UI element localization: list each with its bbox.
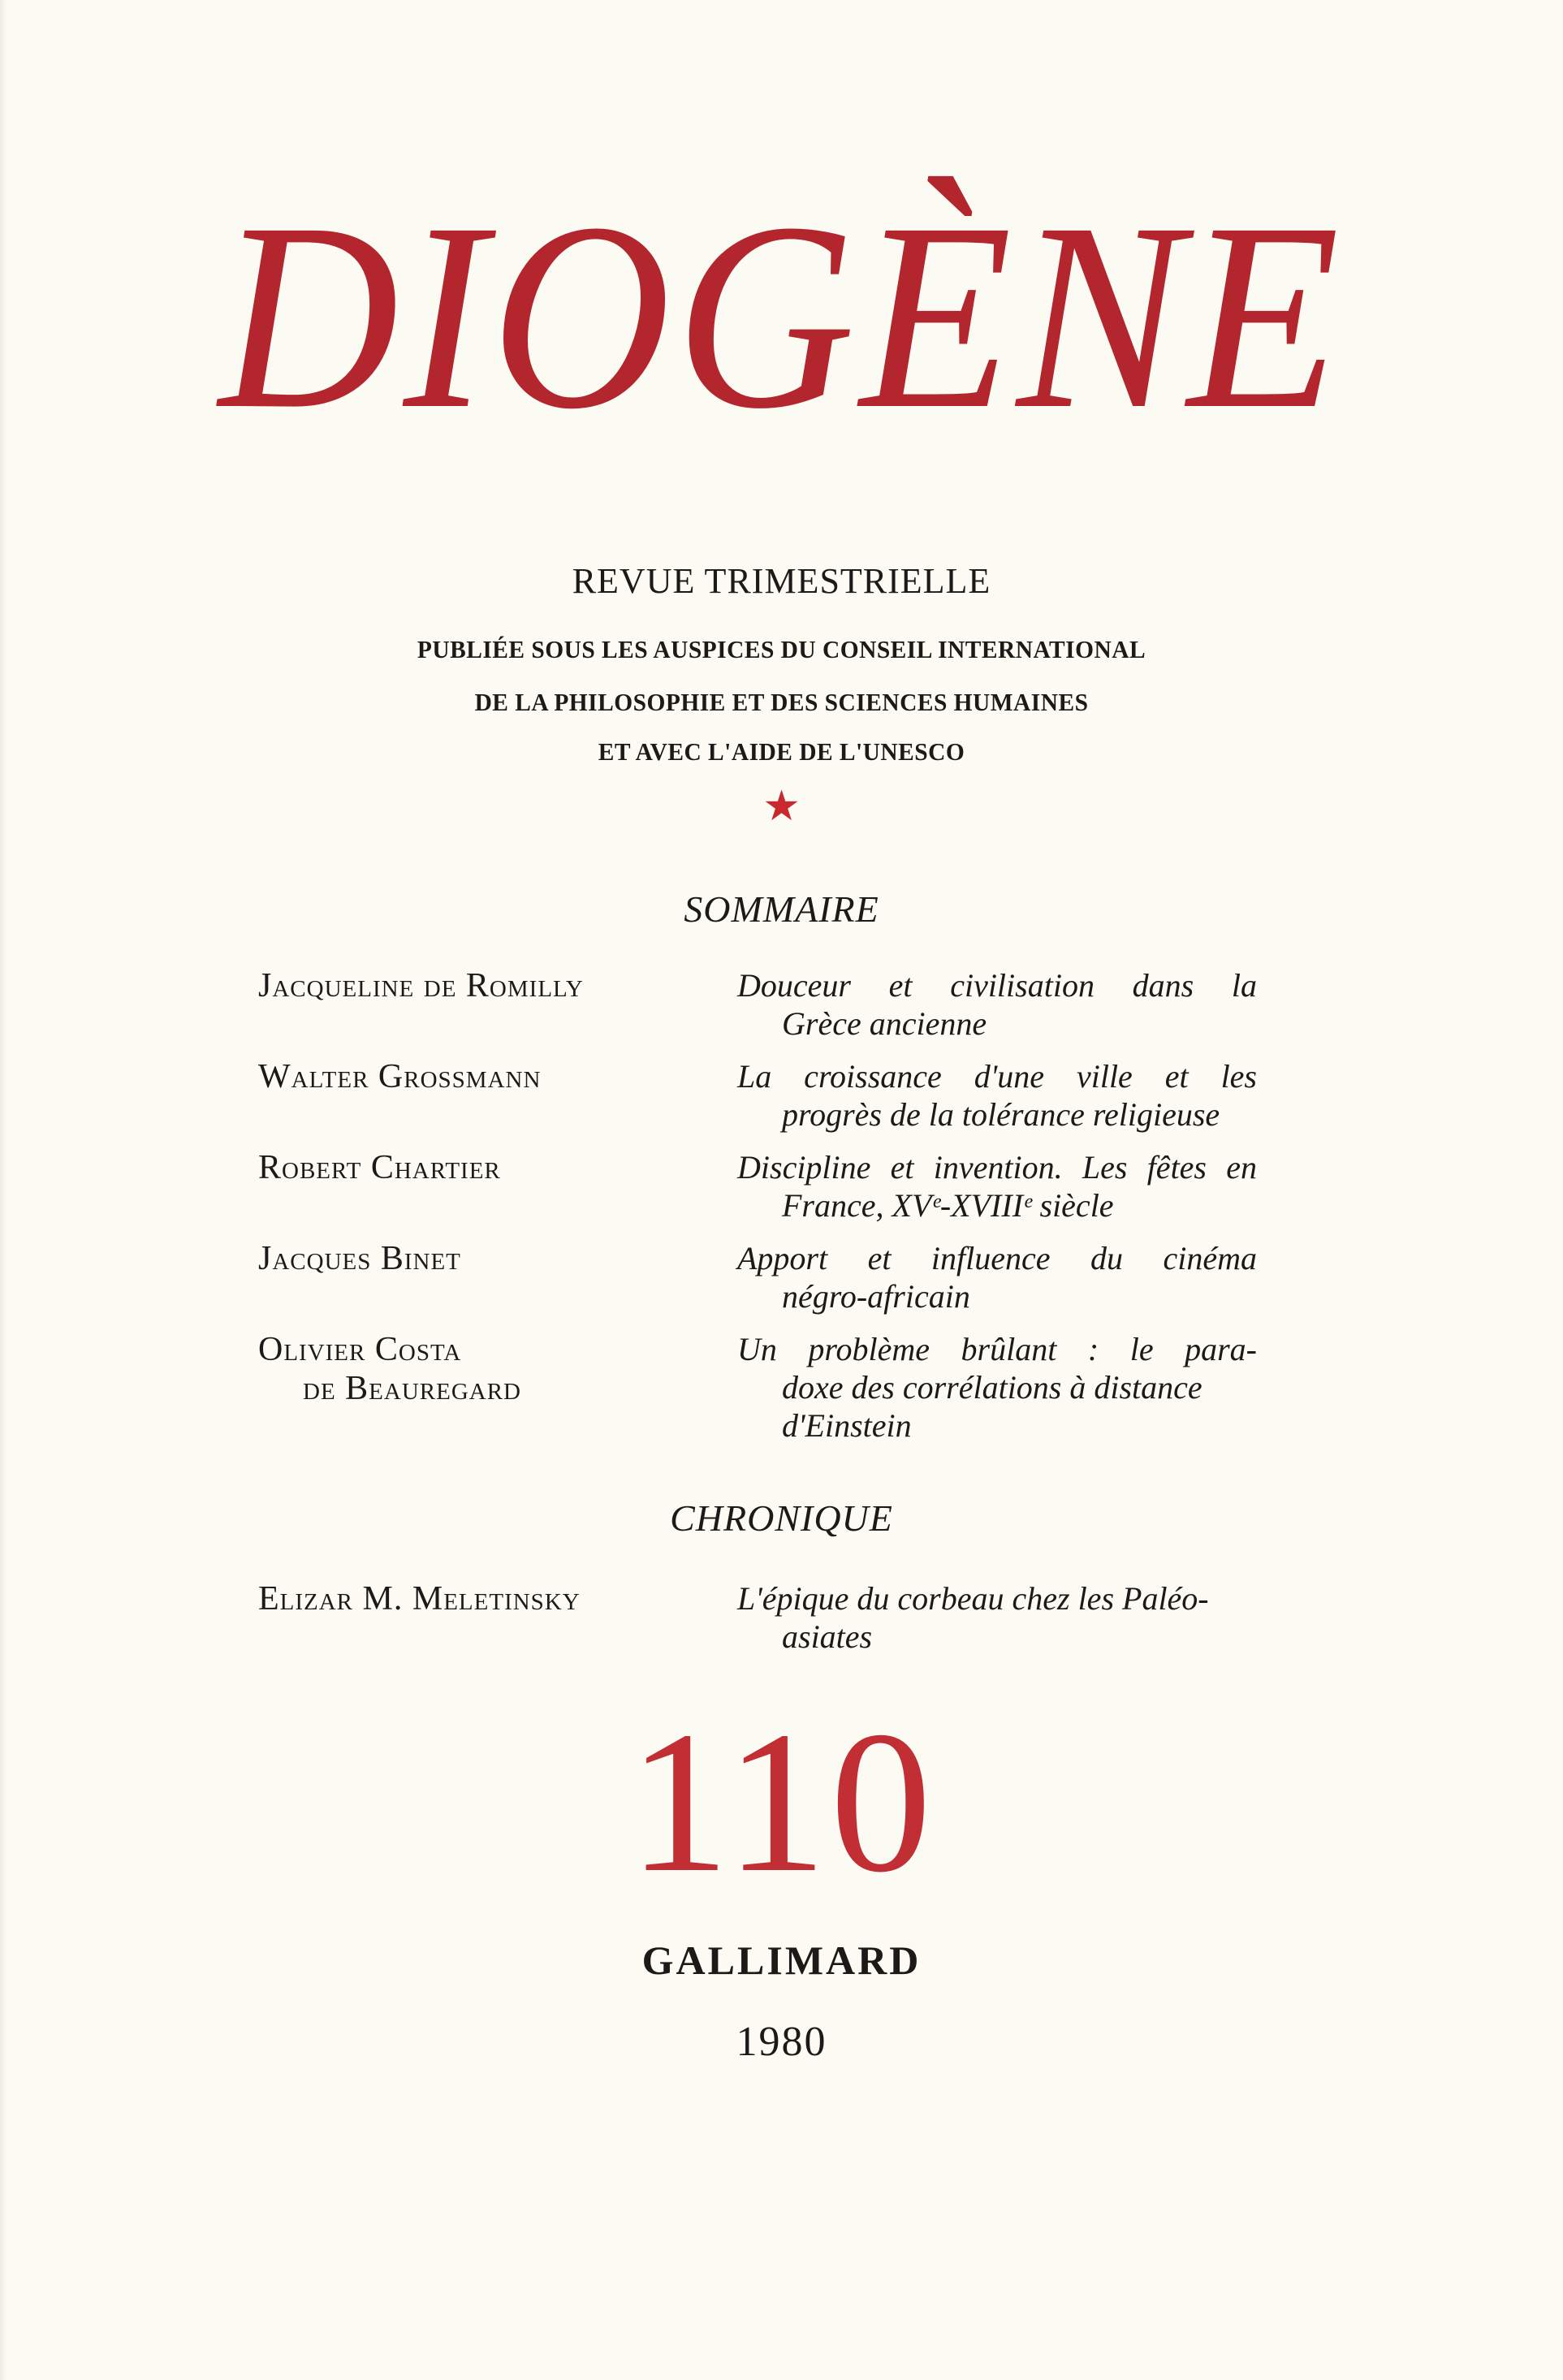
table-of-contents (258, 966, 1257, 1459)
toc-article-title: L'épique du corbeau chez les Paléo- asiates (737, 1580, 1209, 1655)
publication-line-1: PUBLIÉE SOUS LES AUSPICES DU CONSEIL INTERNATIONAL (417, 635, 1146, 663)
toc-entry (258, 966, 1257, 1043)
toc-entry (258, 1579, 1257, 1656)
toc-entry (258, 1239, 1257, 1315)
publication-line-3: ET AVEC L'AIDE DE L'UNESCO (598, 737, 965, 766)
toc-author: Olivier Costa de Beauregard (258, 1331, 521, 1407)
publication-year: 1980 (736, 2019, 827, 2065)
toc-author: Robert Chartier (258, 1149, 501, 1186)
journal-subtitle: REVUE TRIMESTRIELLE (572, 561, 991, 601)
toc-article-title: Discipline et invention. Les fêtes en France, XVᵉ-XVIIIᵉ siècle (737, 1149, 1257, 1224)
toc-entry (258, 1148, 1257, 1225)
chronique-heading: CHRONIQUE (670, 1497, 893, 1539)
star-ornament-icon: ★ (762, 784, 801, 830)
toc-author: Walter Grossmann (258, 1058, 542, 1095)
toc-article-title: Apport et influence du cinéma négro-africain (737, 1240, 1257, 1315)
toc-entry (258, 1057, 1257, 1134)
toc-entry (258, 1330, 1257, 1445)
issue-number: 110 (628, 1690, 935, 1915)
sommaire-heading: SOMMAIRE (684, 888, 879, 930)
journal-title: DIOGÈNE (218, 168, 1345, 464)
toc-article-title: Un problème brûlant : le para- doxe des corrélations à distance d'Einstein (737, 1331, 1257, 1444)
toc-author: Elizar M. Meletinsky (258, 1580, 581, 1618)
publisher-name: GALLIMARD (641, 1937, 922, 1983)
toc-author: Jacques Binet (258, 1240, 461, 1277)
publication-line-2: DE LA PHILOSOPHIE ET DES SCIENCES HUMAINES (474, 688, 1089, 716)
toc-article-title: Douceur et civilisation dans la Grèce ancienne (737, 967, 1257, 1042)
toc-article-title: La croissance d'une ville et les progrès de la tolérance religieuse (737, 1058, 1257, 1133)
toc-author: Jacqueline de Romilly (258, 967, 584, 1004)
chronique-contents (258, 1579, 1257, 1656)
